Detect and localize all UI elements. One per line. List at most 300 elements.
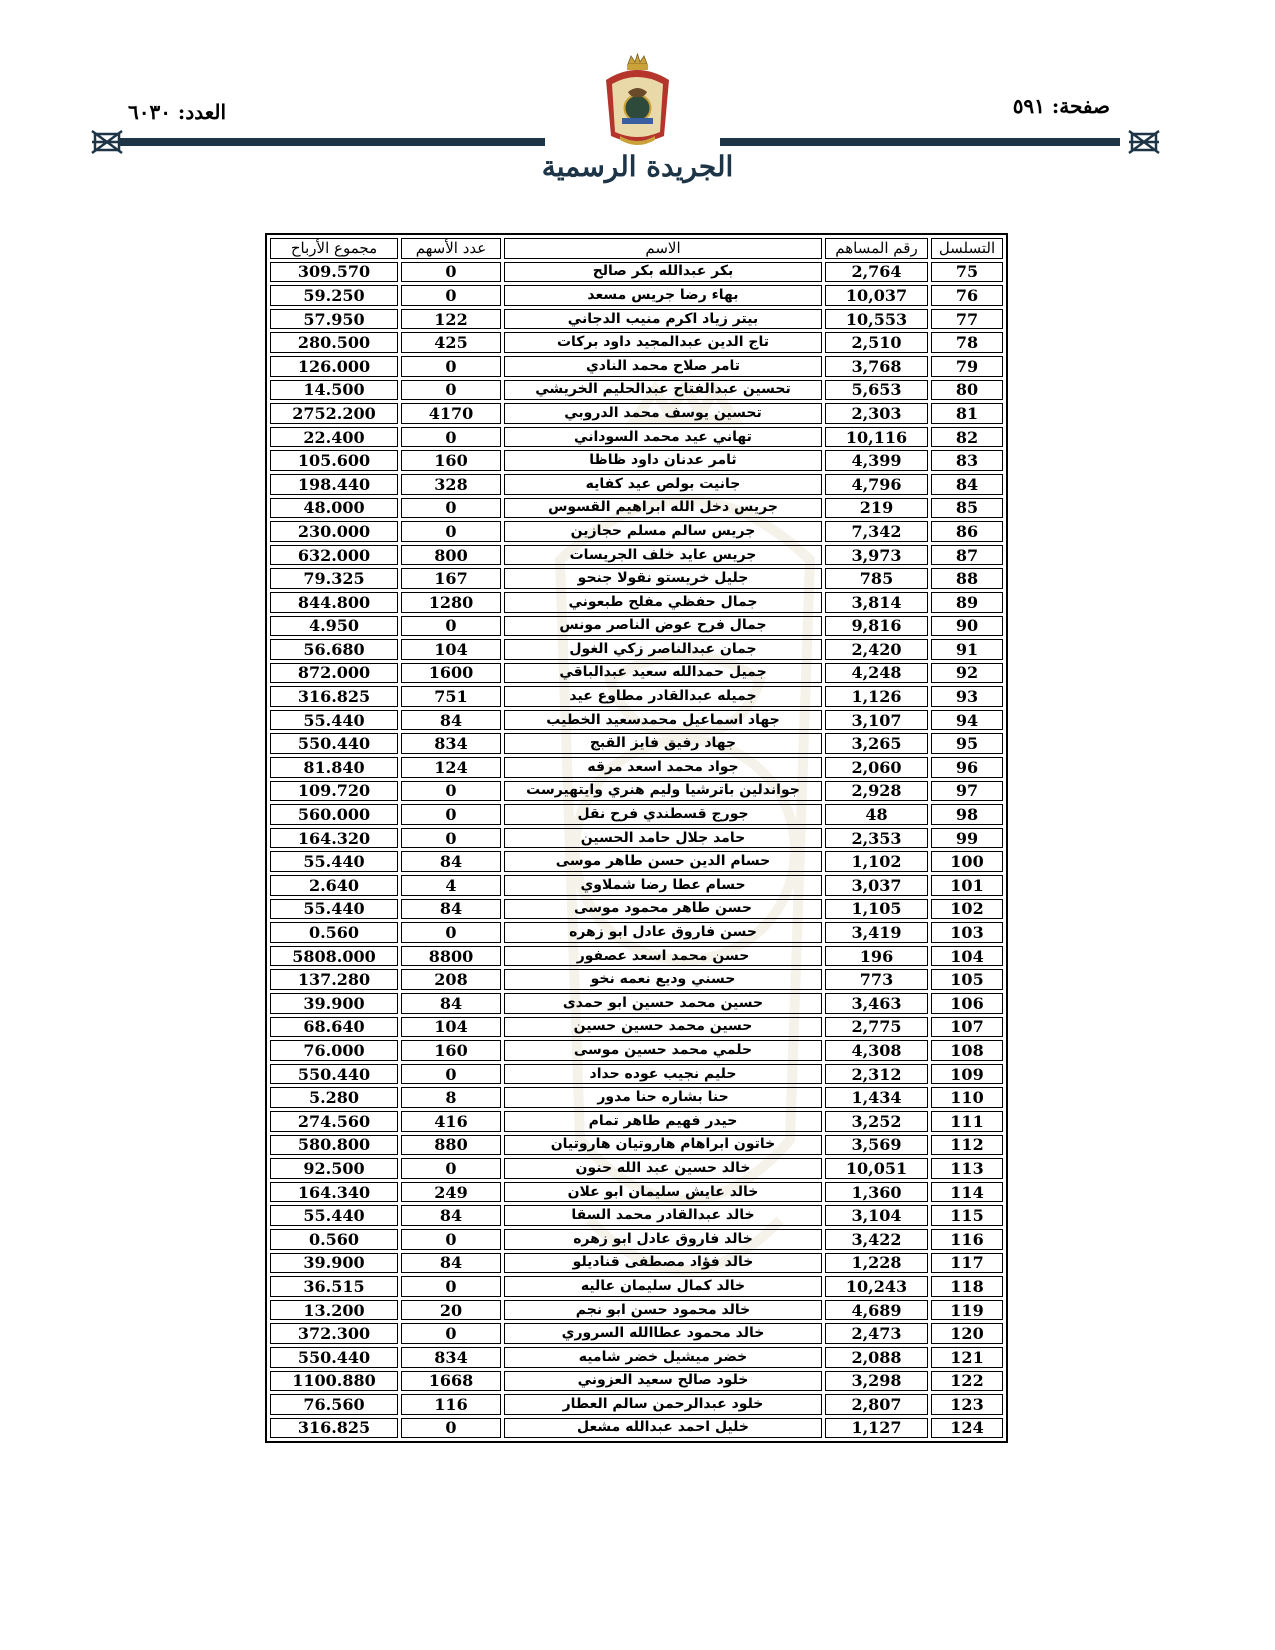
cell-total-dividends: 92.500 xyxy=(270,1158,398,1179)
cell-share-count: 0 xyxy=(401,1276,501,1297)
table-header-row xyxy=(270,238,1003,259)
cell-name: خليل احمد عبدالله مشعل xyxy=(504,1418,822,1439)
cell-share-count: 1668 xyxy=(401,1371,501,1392)
cell-name: جهاد اسماعيل محمدسعيد الخطيب xyxy=(504,710,822,731)
table-row xyxy=(270,521,1003,542)
cell-share-count: 0 xyxy=(401,427,501,448)
cell-total-dividends: 164.320 xyxy=(270,828,398,849)
issue-number: العدد: ٦٠٣٠ xyxy=(128,100,227,124)
cell-total-dividends: 198.440 xyxy=(270,474,398,495)
table-row xyxy=(270,1418,1003,1439)
cell-total-dividends: 5808.000 xyxy=(270,946,398,967)
cell-share-count: 328 xyxy=(401,474,501,495)
cell-shareholder-number: 1,105 xyxy=(825,899,928,920)
cell-name: جميل حمدالله سعيد عبدالباقي xyxy=(504,663,822,684)
cell-share-count: 0 xyxy=(401,285,501,306)
cell-serial: 82 xyxy=(931,427,1003,448)
cell-share-count: 84 xyxy=(401,851,501,872)
table-row xyxy=(270,1087,1003,1108)
cell-total-dividends: 56.680 xyxy=(270,639,398,660)
cell-share-count: 104 xyxy=(401,1017,501,1038)
cell-total-dividends: 126.000 xyxy=(270,356,398,377)
cell-name: خاتون ابراهام هاروتيان هاروتيان xyxy=(504,1135,822,1156)
table-row xyxy=(270,804,1003,825)
cell-total-dividends: 55.440 xyxy=(270,851,398,872)
cell-total-dividends: 109.720 xyxy=(270,781,398,802)
cell-share-count: 4 xyxy=(401,875,501,896)
cell-shareholder-number: 3,768 xyxy=(825,356,928,377)
table-row xyxy=(270,285,1003,306)
cell-total-dividends: 76.560 xyxy=(270,1394,398,1415)
table-row xyxy=(270,828,1003,849)
cell-total-dividends: 2752.200 xyxy=(270,403,398,424)
table-row xyxy=(270,1347,1003,1368)
cell-serial: 81 xyxy=(931,403,1003,424)
cell-shareholder-number: 3,419 xyxy=(825,922,928,943)
cell-share-count: 834 xyxy=(401,1347,501,1368)
cell-total-dividends: 105.600 xyxy=(270,450,398,471)
cell-name: خالد كمال سليمان عاليه xyxy=(504,1276,822,1297)
cell-name: بكر عبدالله بكر صالح xyxy=(504,262,822,283)
cell-name: جانيت بولص عيد كفايه xyxy=(504,474,822,495)
cell-total-dividends: 79.325 xyxy=(270,568,398,589)
cell-serial: 123 xyxy=(931,1394,1003,1415)
cell-total-dividends: 13.200 xyxy=(270,1300,398,1321)
cell-share-count: 160 xyxy=(401,450,501,471)
cell-name: حسن فاروق عادل ابو زهره xyxy=(504,922,822,943)
table-row xyxy=(270,450,1003,471)
cell-total-dividends: 550.440 xyxy=(270,733,398,754)
cell-serial: 114 xyxy=(931,1182,1003,1203)
table-row xyxy=(270,969,1003,990)
cell-shareholder-number: 3,107 xyxy=(825,710,928,731)
cell-name: خالد فؤاد مصطفى قناديلو xyxy=(504,1253,822,1274)
cell-share-count: 0 xyxy=(401,1158,501,1179)
cell-name: ثامر عدنان داود ظاظا xyxy=(504,450,822,471)
cell-shareholder-number: 9,816 xyxy=(825,616,928,637)
col-header-share-count: عدد الأسهم xyxy=(401,238,501,259)
cell-serial: 77 xyxy=(931,309,1003,330)
cell-name: حسن محمد اسعد عصفور xyxy=(504,946,822,967)
cell-total-dividends: 55.440 xyxy=(270,1205,398,1226)
cell-share-count: 8 xyxy=(401,1087,501,1108)
cell-shareholder-number: 3,814 xyxy=(825,592,928,613)
cell-share-count: 880 xyxy=(401,1135,501,1156)
table-row xyxy=(270,1182,1003,1203)
table-row xyxy=(270,1064,1003,1085)
cell-shareholder-number: 2,060 xyxy=(825,757,928,778)
cell-name: جمان عبدالناصر زكي الغول xyxy=(504,639,822,660)
cell-serial: 102 xyxy=(931,899,1003,920)
table-row xyxy=(270,545,1003,566)
cell-serial: 108 xyxy=(931,1040,1003,1061)
cell-shareholder-number: 3,569 xyxy=(825,1135,928,1156)
table-row xyxy=(270,875,1003,896)
cell-shareholder-number: 3,104 xyxy=(825,1205,928,1226)
cell-serial: 85 xyxy=(931,498,1003,519)
newspaper-title: الجريدة الرسمية xyxy=(541,150,734,183)
cell-name: خالد عبدالقادر محمد السقا xyxy=(504,1205,822,1226)
table-row xyxy=(270,427,1003,448)
cell-name: جواد محمد اسعد مرقه xyxy=(504,757,822,778)
cell-name: خالد محمود عطاالله السروري xyxy=(504,1323,822,1344)
cell-name: جريس عايد خلف الجريسات xyxy=(504,545,822,566)
table-row xyxy=(270,851,1003,872)
cell-shareholder-number: 1,127 xyxy=(825,1418,928,1439)
cell-shareholder-number: 2,420 xyxy=(825,639,928,660)
cell-share-count: 1280 xyxy=(401,592,501,613)
cell-share-count: 84 xyxy=(401,899,501,920)
table-row xyxy=(270,474,1003,495)
cell-serial: 90 xyxy=(931,616,1003,637)
cell-serial: 78 xyxy=(931,332,1003,353)
cell-shareholder-number: 1,126 xyxy=(825,686,928,707)
cell-share-count: 0 xyxy=(401,804,501,825)
cell-share-count: 84 xyxy=(401,710,501,731)
cell-total-dividends: 48.000 xyxy=(270,498,398,519)
cell-total-dividends: 36.515 xyxy=(270,1276,398,1297)
cell-name: بيتر زياد اكرم منيب الدجاني xyxy=(504,309,822,330)
cell-shareholder-number: 2,088 xyxy=(825,1347,928,1368)
cell-total-dividends: 844.800 xyxy=(270,592,398,613)
cell-name: خالد محمود حسن ابو نجم xyxy=(504,1300,822,1321)
cell-serial: 80 xyxy=(931,380,1003,401)
cell-share-count: 425 xyxy=(401,332,501,353)
cell-share-count: 800 xyxy=(401,545,501,566)
cell-name: جورج قسطندي فرح نقل xyxy=(504,804,822,825)
cell-name: حسام عطا رضا شملاوي xyxy=(504,875,822,896)
cell-serial: 99 xyxy=(931,828,1003,849)
cell-serial: 112 xyxy=(931,1135,1003,1156)
cell-name: خضر ميشيل خضر شاميه xyxy=(504,1347,822,1368)
cell-share-count: 104 xyxy=(401,639,501,660)
cell-serial: 84 xyxy=(931,474,1003,495)
cell-serial: 115 xyxy=(931,1205,1003,1226)
cell-total-dividends: 560.000 xyxy=(270,804,398,825)
cell-total-dividends: 39.900 xyxy=(270,1253,398,1274)
cell-share-count: 0 xyxy=(401,922,501,943)
cell-shareholder-number: 2,510 xyxy=(825,332,928,353)
table-row xyxy=(270,1253,1003,1274)
table-row xyxy=(270,403,1003,424)
cell-total-dividends: 59.250 xyxy=(270,285,398,306)
cell-name: حسام الدين حسن طاهر موسى xyxy=(504,851,822,872)
cell-share-count: 0 xyxy=(401,1323,501,1344)
table-row xyxy=(270,1394,1003,1415)
cell-share-count: 84 xyxy=(401,993,501,1014)
cell-serial: 118 xyxy=(931,1276,1003,1297)
cell-serial: 96 xyxy=(931,757,1003,778)
cell-share-count: 116 xyxy=(401,1394,501,1415)
cell-name: حنا بشاره حنا مدور xyxy=(504,1087,822,1108)
cell-name: تحسين يوسف محمد الدروبي xyxy=(504,403,822,424)
cell-name: خالد عايش سليمان ابو علان xyxy=(504,1182,822,1203)
cell-shareholder-number: 4,248 xyxy=(825,663,928,684)
cell-share-count: 1600 xyxy=(401,663,501,684)
table-row xyxy=(270,309,1003,330)
table-row xyxy=(270,568,1003,589)
cell-name: حسين محمد حسين ابو حمدى xyxy=(504,993,822,1014)
cell-share-count: 20 xyxy=(401,1300,501,1321)
cell-shareholder-number: 3,037 xyxy=(825,875,928,896)
cell-shareholder-number: 3,422 xyxy=(825,1229,928,1250)
cell-total-dividends: 274.560 xyxy=(270,1111,398,1132)
cell-serial: 95 xyxy=(931,733,1003,754)
cell-shareholder-number: 773 xyxy=(825,969,928,990)
cell-serial: 79 xyxy=(931,356,1003,377)
col-header-total-dividends: مجموع الأرباح xyxy=(270,238,398,259)
cell-total-dividends: 22.400 xyxy=(270,427,398,448)
cell-serial: 110 xyxy=(931,1087,1003,1108)
table-row xyxy=(270,380,1003,401)
cell-shareholder-number: 2,807 xyxy=(825,1394,928,1415)
cell-total-dividends: 280.500 xyxy=(270,332,398,353)
cell-total-dividends: 230.000 xyxy=(270,521,398,542)
cell-share-count: 0 xyxy=(401,616,501,637)
cell-share-count: 208 xyxy=(401,969,501,990)
cell-name: حيدر فهيم طاهر تمام xyxy=(504,1111,822,1132)
cell-shareholder-number: 2,303 xyxy=(825,403,928,424)
table-row xyxy=(270,616,1003,637)
cell-shareholder-number: 4,796 xyxy=(825,474,928,495)
cell-total-dividends: 1100.880 xyxy=(270,1371,398,1392)
cell-share-count: 8800 xyxy=(401,946,501,967)
cell-share-count: 84 xyxy=(401,1253,501,1274)
cell-total-dividends: 0.560 xyxy=(270,1229,398,1250)
table-row xyxy=(270,922,1003,943)
cell-share-count: 124 xyxy=(401,757,501,778)
col-header-shareholder-number: رقم المساهم xyxy=(825,238,928,259)
cell-serial: 105 xyxy=(931,969,1003,990)
cell-total-dividends: 550.440 xyxy=(270,1064,398,1085)
table-row xyxy=(270,710,1003,731)
cell-serial: 121 xyxy=(931,1347,1003,1368)
table-row xyxy=(270,946,1003,967)
cell-share-count: 0 xyxy=(401,781,501,802)
cell-share-count: 167 xyxy=(401,568,501,589)
cell-name: خالد حسين عبد الله حنون xyxy=(504,1158,822,1179)
cell-shareholder-number: 10,553 xyxy=(825,309,928,330)
cell-name: حسن طاهر محمود موسى xyxy=(504,899,822,920)
cell-name: تامر صلاح محمد النادي xyxy=(504,356,822,377)
cell-name: تحسين عبدالفتاح عبدالحليم الخريشي xyxy=(504,380,822,401)
cell-shareholder-number: 1,360 xyxy=(825,1182,928,1203)
cell-total-dividends: 55.440 xyxy=(270,899,398,920)
cell-shareholder-number: 3,265 xyxy=(825,733,928,754)
cell-serial: 75 xyxy=(931,262,1003,283)
table-row xyxy=(270,1371,1003,1392)
cell-total-dividends: 137.280 xyxy=(270,969,398,990)
cell-name: خالد فاروق عادل ابو زهره xyxy=(504,1229,822,1250)
cell-name: جهاد رفيق فايز القبج xyxy=(504,733,822,754)
cell-name: حسني وديع نعمه نخو xyxy=(504,969,822,990)
table-row xyxy=(270,993,1003,1014)
cell-shareholder-number: 4,689 xyxy=(825,1300,928,1321)
cell-serial: 98 xyxy=(931,804,1003,825)
cell-shareholder-number: 3,973 xyxy=(825,545,928,566)
table-row xyxy=(270,592,1003,613)
cell-serial: 119 xyxy=(931,1300,1003,1321)
cell-shareholder-number: 10,037 xyxy=(825,285,928,306)
cell-shareholder-number: 48 xyxy=(825,804,928,825)
cell-share-count: 751 xyxy=(401,686,501,707)
cell-total-dividends: 309.570 xyxy=(270,262,398,283)
cell-shareholder-number: 10,051 xyxy=(825,1158,928,1179)
header-rule-right xyxy=(720,138,1120,146)
cell-name: تاج الدين عبدالمجيد داود بركات xyxy=(504,332,822,353)
cell-serial: 87 xyxy=(931,545,1003,566)
cell-name: جمال فرح عوض الناصر مونس xyxy=(504,616,822,637)
table-row xyxy=(270,1323,1003,1344)
table-row xyxy=(270,686,1003,707)
table-row xyxy=(270,1276,1003,1297)
cell-shareholder-number: 10,243 xyxy=(825,1276,928,1297)
cell-serial: 97 xyxy=(931,781,1003,802)
cell-serial: 104 xyxy=(931,946,1003,967)
cell-shareholder-number: 785 xyxy=(825,568,928,589)
table-row xyxy=(270,356,1003,377)
cell-total-dividends: 2.640 xyxy=(270,875,398,896)
cell-total-dividends: 550.440 xyxy=(270,1347,398,1368)
cell-name: جريس سالم مسلم حجازين xyxy=(504,521,822,542)
cell-total-dividends: 632.000 xyxy=(270,545,398,566)
col-header-name: الاسم xyxy=(504,238,822,259)
cell-shareholder-number: 4,308 xyxy=(825,1040,928,1061)
cell-serial: 120 xyxy=(931,1323,1003,1344)
cell-serial: 89 xyxy=(931,592,1003,613)
cell-total-dividends: 68.640 xyxy=(270,1017,398,1038)
cell-total-dividends: 0.560 xyxy=(270,922,398,943)
cell-total-dividends: 372.300 xyxy=(270,1323,398,1344)
cell-total-dividends: 14.500 xyxy=(270,380,398,401)
cell-serial: 116 xyxy=(931,1229,1003,1250)
cell-shareholder-number: 1,434 xyxy=(825,1087,928,1108)
cell-serial: 92 xyxy=(931,663,1003,684)
table-row xyxy=(270,498,1003,519)
cell-name: حامد جلال حامد الحسين xyxy=(504,828,822,849)
table-row xyxy=(270,1040,1003,1061)
cell-share-count: 122 xyxy=(401,309,501,330)
cell-shareholder-number: 2,764 xyxy=(825,262,928,283)
cell-shareholder-number: 10,116 xyxy=(825,427,928,448)
cell-serial: 101 xyxy=(931,875,1003,896)
header-rule-left xyxy=(120,138,545,146)
cell-total-dividends: 39.900 xyxy=(270,993,398,1014)
table-row xyxy=(270,1111,1003,1132)
table-row xyxy=(270,899,1003,920)
table-row xyxy=(270,1205,1003,1226)
cell-shareholder-number: 196 xyxy=(825,946,928,967)
table-row xyxy=(270,332,1003,353)
cell-name: حسين محمد حسين حسين xyxy=(504,1017,822,1038)
cell-name: حليم نجيب عوده حداد xyxy=(504,1064,822,1085)
table-row xyxy=(270,1135,1003,1156)
cell-total-dividends: 57.950 xyxy=(270,309,398,330)
cell-serial: 122 xyxy=(931,1371,1003,1392)
cell-serial: 109 xyxy=(931,1064,1003,1085)
cell-serial: 106 xyxy=(931,993,1003,1014)
cell-total-dividends: 316.825 xyxy=(270,686,398,707)
cell-name: جواندلين باترشيا وليم هنري وايتهيرست xyxy=(504,781,822,802)
cell-share-count: 0 xyxy=(401,498,501,519)
table-row xyxy=(270,1300,1003,1321)
cell-serial: 88 xyxy=(931,568,1003,589)
cell-shareholder-number: 4,399 xyxy=(825,450,928,471)
cell-shareholder-number: 2,312 xyxy=(825,1064,928,1085)
cell-shareholder-number: 219 xyxy=(825,498,928,519)
col-header-serial: التسلسل xyxy=(931,238,1003,259)
cell-total-dividends: 81.840 xyxy=(270,757,398,778)
cell-share-count: 834 xyxy=(401,733,501,754)
cell-serial: 113 xyxy=(931,1158,1003,1179)
cell-name: خلود صالح سعيد العزوني xyxy=(504,1371,822,1392)
cell-name: بهاء رضا جريس مسعد xyxy=(504,285,822,306)
cell-share-count: 0 xyxy=(401,521,501,542)
cell-name: جليل خريستو نقولا جنحو xyxy=(504,568,822,589)
cell-share-count: 0 xyxy=(401,1064,501,1085)
cell-serial: 76 xyxy=(931,285,1003,306)
cell-shareholder-number: 2,353 xyxy=(825,828,928,849)
cell-shareholder-number: 3,252 xyxy=(825,1111,928,1132)
cell-share-count: 0 xyxy=(401,356,501,377)
cell-shareholder-number: 2,473 xyxy=(825,1323,928,1344)
cell-name: جميله عبدالقادر مطاوع عيد xyxy=(504,686,822,707)
table-row xyxy=(270,733,1003,754)
royal-crest-emblem xyxy=(600,52,675,149)
cell-serial: 86 xyxy=(931,521,1003,542)
cell-share-count: 0 xyxy=(401,1418,501,1439)
table-row xyxy=(270,1158,1003,1179)
cell-shareholder-number: 1,102 xyxy=(825,851,928,872)
cell-serial: 91 xyxy=(931,639,1003,660)
cell-share-count: 0 xyxy=(401,828,501,849)
cell-serial: 83 xyxy=(931,450,1003,471)
cell-shareholder-number: 7,342 xyxy=(825,521,928,542)
cell-name: جريس دخل الله ابراهيم القسوس xyxy=(504,498,822,519)
cell-share-count: 160 xyxy=(401,1040,501,1061)
cell-total-dividends: 164.340 xyxy=(270,1182,398,1203)
table-row xyxy=(270,663,1003,684)
cell-total-dividends: 316.825 xyxy=(270,1418,398,1439)
cell-name: حلمي محمد حسين موسى xyxy=(504,1040,822,1061)
cell-share-count: 0 xyxy=(401,380,501,401)
cell-serial: 94 xyxy=(931,710,1003,731)
cell-total-dividends: 5.280 xyxy=(270,1087,398,1108)
shareholder-dividends-table xyxy=(265,233,1008,1443)
cell-share-count: 4170 xyxy=(401,403,501,424)
cell-total-dividends: 580.800 xyxy=(270,1135,398,1156)
cell-share-count: 84 xyxy=(401,1205,501,1226)
cell-serial: 117 xyxy=(931,1253,1003,1274)
table-row xyxy=(270,1229,1003,1250)
cell-name: خلود عبدالرحمن سالم العطار xyxy=(504,1394,822,1415)
cell-serial: 124 xyxy=(931,1418,1003,1439)
cell-total-dividends: 55.440 xyxy=(270,710,398,731)
cell-share-count: 249 xyxy=(401,1182,501,1203)
cell-shareholder-number: 2,928 xyxy=(825,781,928,802)
cell-name: جمال حفظي مفلح طبعوني xyxy=(504,592,822,613)
cell-serial: 103 xyxy=(931,922,1003,943)
table-row xyxy=(270,639,1003,660)
cell-share-count: 0 xyxy=(401,1229,501,1250)
page-number: صفحة: ٥٩١ xyxy=(1012,94,1110,118)
table-row xyxy=(270,1017,1003,1038)
cell-total-dividends: 4.950 xyxy=(270,616,398,637)
cell-shareholder-number: 3,463 xyxy=(825,993,928,1014)
table-row xyxy=(270,757,1003,778)
cell-shareholder-number: 5,653 xyxy=(825,380,928,401)
cell-share-count: 0 xyxy=(401,262,501,283)
